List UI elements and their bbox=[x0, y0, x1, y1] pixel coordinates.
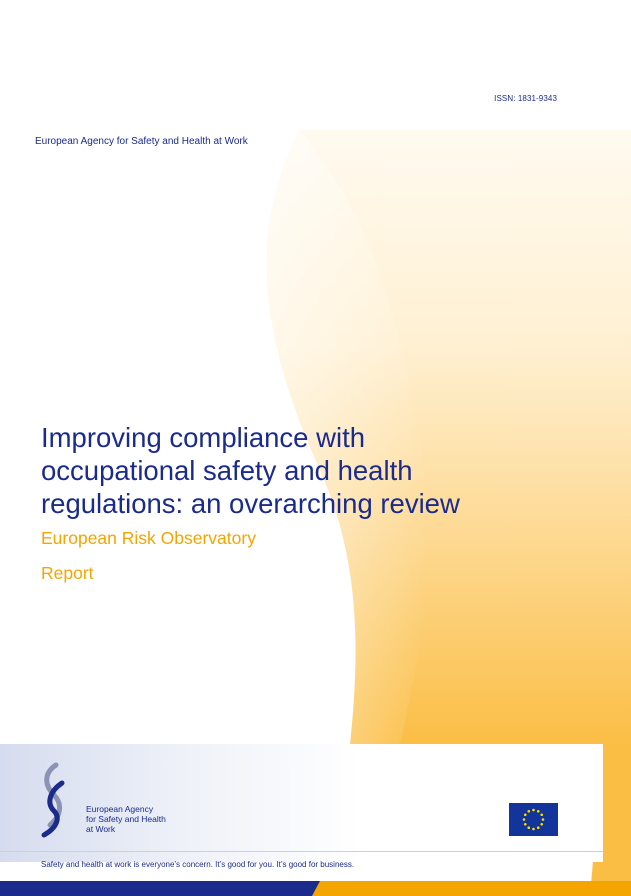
report-type: Report bbox=[41, 563, 94, 583]
bottom-color-bar bbox=[0, 881, 631, 896]
report-title-line: occupational safety and health bbox=[41, 455, 413, 486]
report-title bbox=[41, 421, 581, 520]
issn-number: ISSN: 1831-9343 bbox=[494, 94, 557, 103]
logo-text-line: for Safety and Health bbox=[86, 814, 166, 824]
eu-flag-icon bbox=[509, 803, 558, 836]
report-title-line: regulations: an overarching review bbox=[41, 488, 460, 519]
logo-text-line: at Work bbox=[86, 824, 116, 834]
logo-text bbox=[86, 804, 166, 834]
footer-tagline: Safety and health at work is everyone’s concern. It’s good for you. It’s good for business. bbox=[41, 860, 355, 869]
eu-osha-logo-icon bbox=[40, 761, 66, 841]
logo-text-line: European Agency bbox=[86, 804, 154, 814]
agency-name-header: European Agency for Safety and Health at Work bbox=[35, 136, 248, 147]
report-series: European Risk Observatory bbox=[41, 528, 256, 548]
footer-divider bbox=[0, 851, 603, 852]
report-title-line: Improving compliance with bbox=[41, 422, 366, 453]
eu-stars-icon bbox=[509, 803, 558, 836]
